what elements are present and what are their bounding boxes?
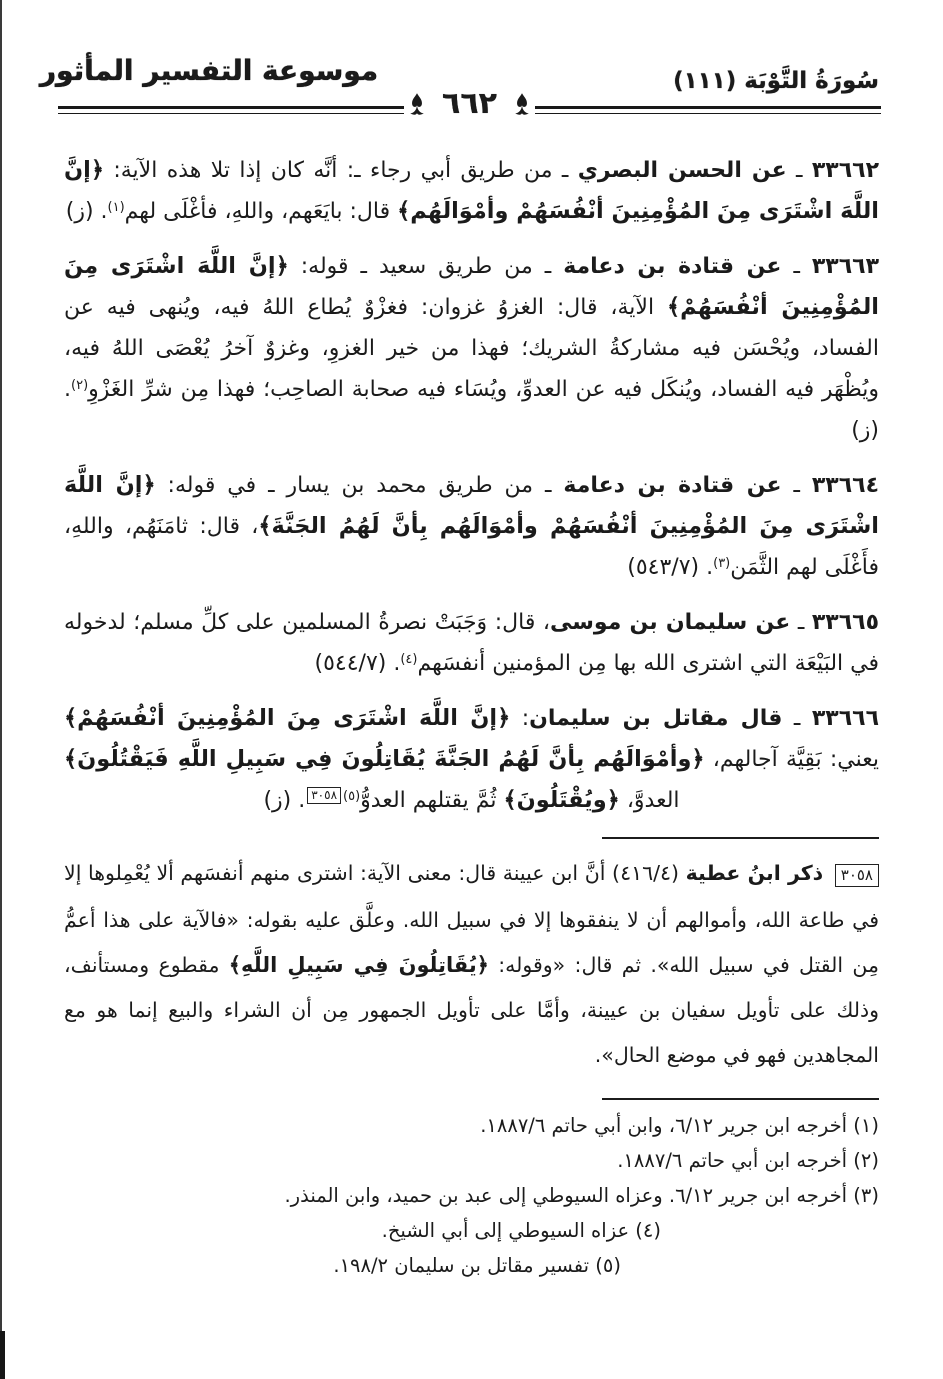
athar-number: ٣٣٦٦٣: [811, 254, 880, 279]
note-ref-box: ٣٠٥٨: [307, 787, 341, 804]
text-run: ـ من طريق أبي رجاء ـ: أنَّه كان إذا تلا هذه الآية:: [104, 158, 578, 183]
text-run: ـ: [781, 473, 812, 498]
athar-number: ٣٣٦٦٤: [811, 473, 879, 498]
quran-quote: ﴿إنَّ اللَّهَ اشْتَرَى مِنَ المُؤْمِنِينَ أنْفُسَهُمْ﴾: [64, 705, 511, 731]
page-body: [64, 150, 879, 1283]
bold-text: عن قتادة بن دعامة: [563, 254, 782, 279]
text-run: ثُمَّ يقتلهم العدوُّ: [360, 788, 504, 813]
fleuron-icon: [404, 92, 430, 118]
bold-text: عن سليمان بن موسى: [550, 610, 791, 635]
text-run: ـ: [786, 158, 812, 183]
athar-entry: [64, 246, 879, 451]
footnote-ref: (٥): [343, 789, 361, 804]
footnotes: [64, 1108, 879, 1283]
header-rule-left-segment: [58, 106, 404, 114]
footnote-ref: (٢): [71, 378, 89, 393]
footnote: (١) أخرجه ابن جرير ٦/١٢، وابن أبي حاتم ١٨٨٧/٦.: [480, 1114, 879, 1137]
quran-quote: ﴿إنَّ اللَّهَ اشْتَرَى مِنَ المُؤْمِنِينَ أنْفُسَهُمْ﴾: [64, 253, 879, 320]
text-run: . (ز): [65, 199, 108, 224]
text-run: . (٥٤٤/٧): [314, 651, 401, 676]
text-run: [823, 861, 830, 885]
quran-quote: ﴿إنَّ اللَّهَ اشْتَرَى مِنَ المُؤْمِنِينَ أنْفُسَهُمْ وأمْوَالَهُم بِأنَّ لَهُمُ الجَنَّةَ﴾: [64, 472, 879, 539]
bold-text: قال مقاتل بن سليمان: [529, 706, 783, 731]
text-run: مقطوع ومستأنف، وذلك على تأويل سفيان بن عيينة، وأمَّا على تأويل الجمهور مِن أن الشراء والبيع إنما هو مع المجاهدين فهو في موضع الحال».: [64, 953, 879, 1067]
text-run: العدوَّ،: [619, 788, 680, 813]
athar-entry: [64, 698, 879, 821]
header-rule-right-segment: [535, 106, 881, 114]
quran-quote: ﴿وأمْوَالَهُم بِأنَّ لَهُمُ الجَنَّةَ يُقَاتِلُونَ فِي سَبِيلِ اللَّهِ فَيَقْتُلُونَ﴾: [64, 746, 705, 772]
bold-text: عن قتادة بن دعامة: [563, 473, 782, 498]
athar-number: ٣٣٦٦٥: [811, 610, 879, 635]
footnote-separator: [602, 1098, 879, 1100]
page-number: ٦٦٢: [442, 86, 497, 121]
text-run: يعني: بَقِيَّة آجالهم،: [704, 747, 879, 772]
bold-text: عن الحسن البصري: [577, 158, 787, 183]
athar-number: ٣٣٦٦٦: [811, 706, 880, 731]
text-run: قال: بايَعَهم، واللهِ، فأغْلَى لهم: [124, 199, 398, 224]
commentary-note: [64, 851, 879, 1078]
text-run: ـ من طريق محمد بن يسار ـ في قوله:: [155, 473, 564, 498]
athar-entry: [64, 465, 879, 588]
athar-entry: [64, 150, 879, 232]
text-run: :: [510, 706, 530, 731]
quran-quote: ﴿يُقَاتِلُونَ فِي سَبِيلِ اللَّهِ﴾: [228, 953, 489, 977]
scan-edge-artifact: [0, 0, 2, 1379]
header-rule: [58, 84, 881, 124]
text-run: . (ز): [263, 788, 306, 813]
quran-quote: ﴿ويُقْتَلُونَ﴾: [503, 787, 620, 813]
footnote-ref: (١): [107, 200, 125, 215]
athar-number: ٣٣٦٦٢: [811, 158, 879, 183]
text-run: ـ: [790, 610, 812, 635]
scan-corner-artifact: [0, 1331, 5, 1379]
footnote-ref: (٣): [713, 556, 731, 571]
text-run: . (ز): [64, 377, 879, 443]
text-run: (٤١٦/٤) أنَّ ابن عيينة قال: معنى الآية: اشترى منهم أنفسَهم ألا يُعْمِلوها إلا في طاعة الله، وأموالهم أن لا ينفقوها إلا في سبيل الله. وعلَّق عليه بقوله: «فالآية على هذا أعمُّ مِن القتل في سبيل الله». ثم قال: «وقوله:: [64, 861, 879, 977]
footnote: (٢) أخرجه ابن أبي حاتم ١٨٨٧/٦.: [617, 1149, 879, 1172]
footnote: (٥) تفسير مقاتل بن سليمان ١٩٨/٢.: [333, 1254, 621, 1277]
note-number-box: ٣٠٥٨: [835, 864, 879, 887]
fleuron-icon: [509, 92, 535, 118]
text-run: الآية، قال: الغزوُ غزوان: فغزْوٌ يُطاع اللهُ فيه، ويُنهى فيه عن الفساد، ويُحْسَن فيه مشاركةُ الشريك؛ فهذا من خير الغزوِ، وغزوٌ آخرُ يُعْصَى اللهُ فيه، ويُظْهَر فيه الفساد، ويُنكَل فيه عن العدوِّ، ويُسَاء فيه صحابة الصاحِب؛ فهذا مِن شرِّ الغَزْوِ: [64, 295, 879, 402]
text-run: ، قال: ثامَنَهُم، واللهِ، فأَغْلَى لهم الثَّمَن: [64, 514, 879, 580]
text-run: ـ: [782, 706, 812, 731]
footnote-ref: (٤): [400, 652, 418, 667]
text-run: ، قال: وَجَبَتْ نصرةُ المسلمين على كلِّ مسلم؛ لدخوله في البَيْعَة التي اشترى الله بها مِن المؤمنين أنفسَهم: [64, 610, 879, 676]
note-separator: [602, 837, 879, 839]
quran-quote: ﴿إنَّ اللَّهَ اشْتَرَى مِنَ المُؤْمِنِينَ أنْفُسَهُمْ وأمْوَالَهُم﴾: [64, 157, 879, 224]
footnote: (٣) أخرجه ابن جرير ٦/١٢. وعزاه السيوطي إلى عبد بن حميد، وابن المنذر.: [284, 1184, 879, 1207]
bold-text: ذكر ابنُ عطية: [685, 861, 824, 885]
surah-title: سُورَةُ التَّوْبَة (١١١): [673, 68, 879, 94]
text-run: ـ من طريق سعيد ـ قوله:: [288, 254, 564, 279]
text-run: . (٥٤٣/٧): [627, 555, 714, 580]
footnote: (٤) عزاه السيوطي إلى أبي الشيخ.: [381, 1219, 661, 1242]
athar-entries: [64, 150, 879, 821]
text-run: ـ: [781, 254, 812, 279]
athar-entry: [64, 602, 879, 684]
book-logo: موسوعة التفسير المأثور: [39, 54, 378, 87]
